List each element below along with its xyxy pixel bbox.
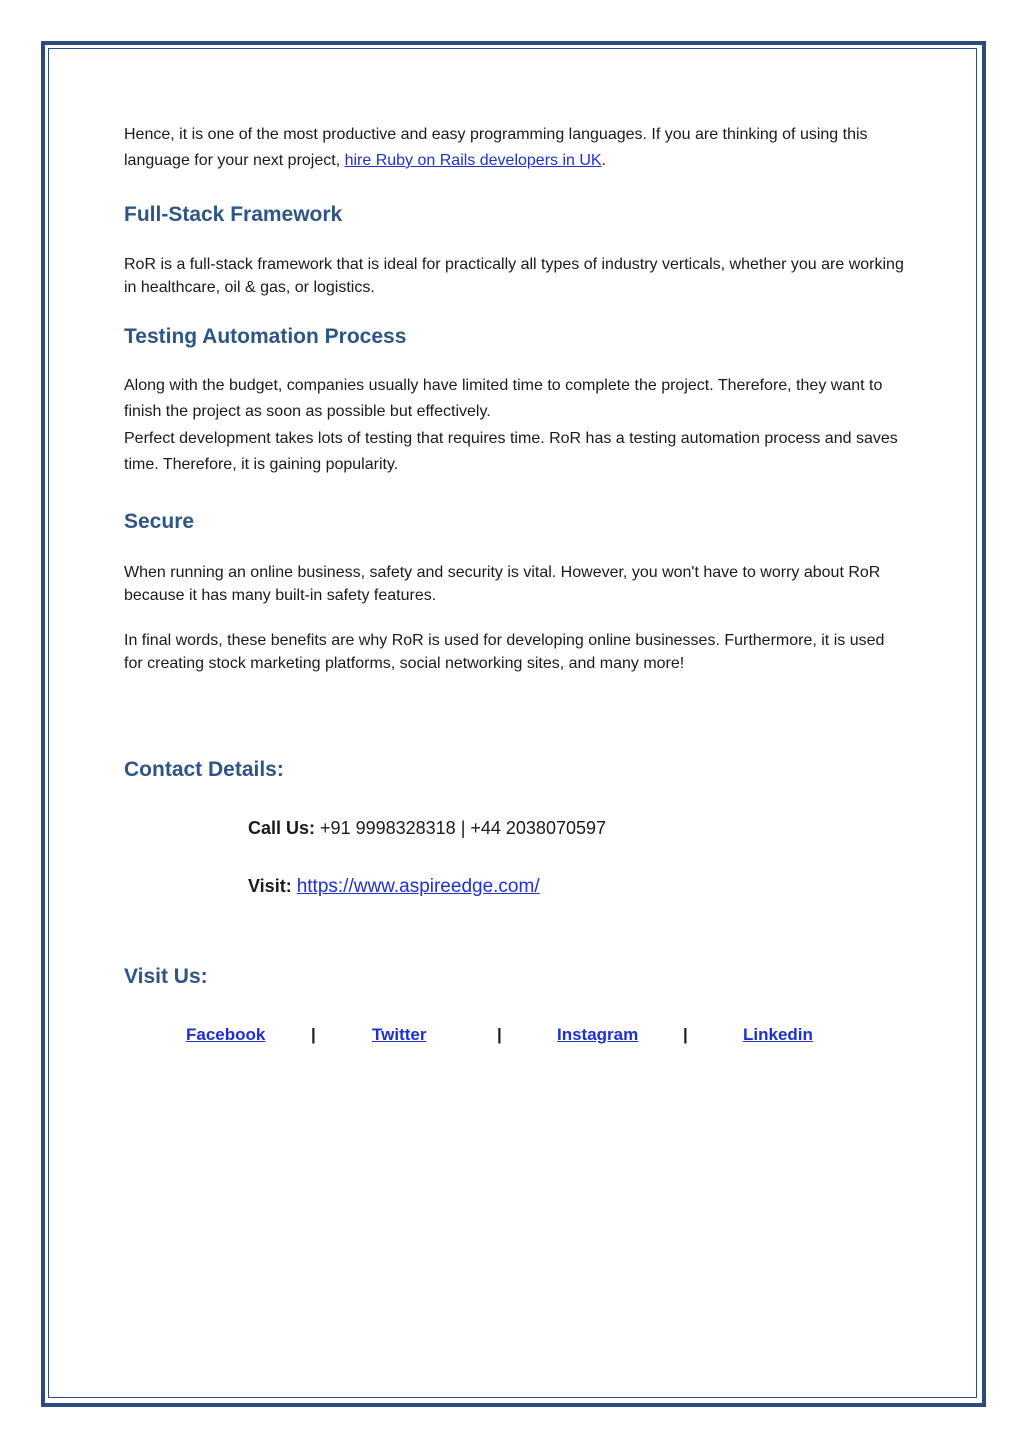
call-us-label: Call Us:: [248, 818, 316, 838]
call-us-numbers: +91 9998328318 | +44 2038070597: [320, 818, 607, 838]
social-separator: |: [497, 1025, 502, 1044]
social-separator: |: [311, 1025, 316, 1044]
social-separator: |: [683, 1025, 688, 1044]
visit-line: [248, 874, 540, 899]
testing-paragraph-1: Along with the budget, companies usually have limited time to complete the project. Therefore, they want to finish the project as soon as possible but effectively.: [124, 377, 883, 420]
social-item-facebook: [186, 1024, 265, 1046]
heading-full-stack-framework: Full-Stack Framework: [124, 203, 343, 226]
heading-contact-details: Contact Details:: [124, 758, 284, 781]
intro-text-end: .: [601, 152, 607, 169]
social-item-instagram: [557, 1024, 638, 1046]
heading-secure: Secure: [124, 510, 195, 533]
intro-paragraph: [124, 122, 904, 174]
call-us-line: [248, 816, 606, 840]
page-border-inner: [48, 48, 977, 1398]
secure-paragraph: When running an online business, safety and security is vital. However, you won't have to worry about RoR because it has many built-in safety features.: [124, 564, 881, 604]
social-item-linkedin: [743, 1024, 813, 1046]
full-stack-paragraph: RoR is a full-stack framework that is ideal for practically all types of industry verticals, whether you are working in healthcare, oil & gas, or logistics.: [124, 256, 904, 296]
hire-ror-developers-link[interactable]: hire Ruby on Rails developers in UK: [344, 152, 602, 169]
heading-testing-automation: Testing Automation Process: [124, 325, 407, 348]
final-words-paragraph: In final words, these benefits are why RoR is used for developing online businesses. Furthermore, it is used for creating stock marketing platforms, social networking sites, and many more!: [124, 632, 885, 672]
visit-label: Visit:: [248, 876, 292, 896]
facebook-link[interactable]: Facebook: [186, 1025, 266, 1044]
website-link[interactable]: https://www.aspireedge.com/: [296, 876, 540, 897]
instagram-link[interactable]: Instagram: [557, 1025, 639, 1044]
twitter-link[interactable]: Twitter: [372, 1025, 427, 1044]
linkedin-link[interactable]: Linkedin: [743, 1025, 813, 1044]
social-item-twitter: [372, 1024, 426, 1046]
heading-visit-us: Visit Us:: [124, 965, 208, 988]
testing-paragraph-2: Perfect development takes lots of testing that requires time. RoR has a testing automation process and saves time. Therefore, it is gaining popularity.: [124, 430, 898, 473]
intro-text: Hence, it is one of the most productive and easy programming languages. If you are thinking of using this language for your next project,: [124, 126, 868, 169]
